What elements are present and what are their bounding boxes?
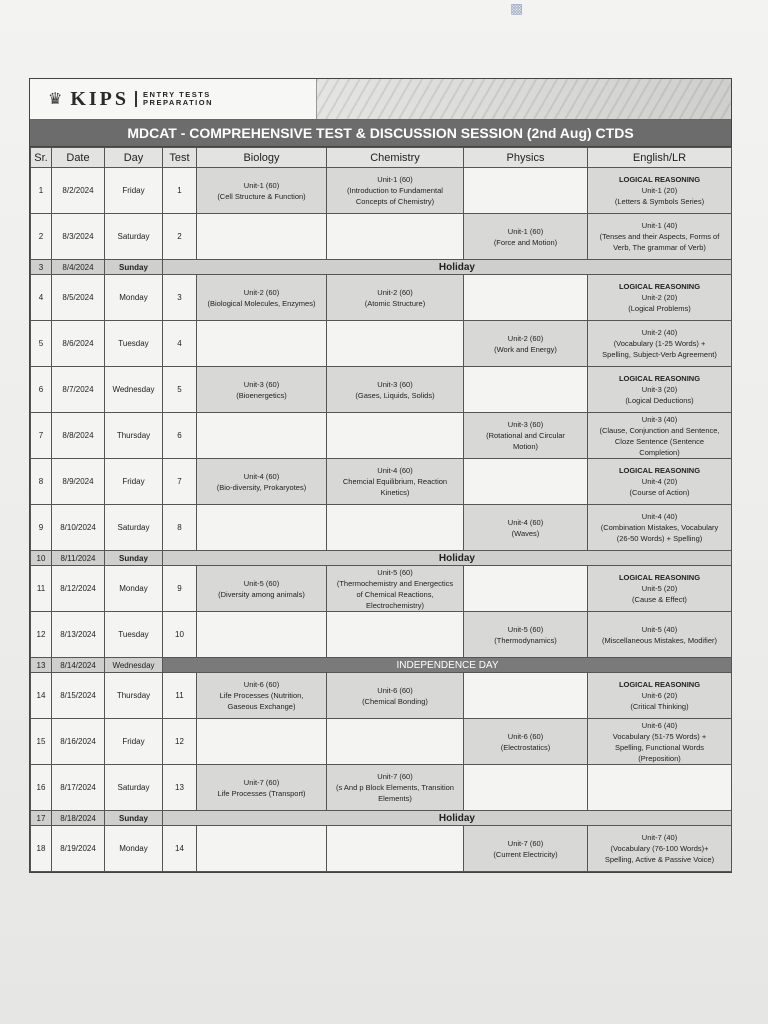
biology-cell — [197, 459, 327, 505]
physics-cell-line: Unit-3 (60) — [507, 420, 544, 429]
biology-cell-line: Unit-4 (60) — [243, 471, 280, 481]
english-lr-cell-line: Cloze Sentence (Sentence — [614, 436, 705, 446]
col-header: Chemistry — [327, 148, 464, 168]
physics-cell — [464, 459, 588, 505]
biology-cell — [197, 612, 327, 658]
sr-cell: 6 — [31, 367, 52, 413]
sr-cell: 1 — [31, 168, 52, 214]
holiday-label: INDEPENDENCE DAY — [163, 658, 732, 673]
day-cell: Friday — [105, 459, 163, 505]
physics-cell-line: (Rotational and Circular — [486, 431, 565, 440]
biology-cell — [197, 719, 327, 765]
physics-cell — [464, 673, 588, 719]
biology-cell-line: (Bioenergetics) — [236, 390, 287, 400]
date-cell: 8/7/2024 — [52, 367, 105, 413]
sr-cell: 5 — [31, 321, 52, 367]
english-lr-cell — [588, 367, 732, 413]
biology-cell-line: Unit-7 (60) — [243, 777, 280, 787]
chemistry-cell — [327, 505, 464, 551]
test-cell: 12 — [163, 719, 197, 765]
english-lr-cell-line: Spelling, Functional Words — [614, 742, 705, 752]
biology-cell-line: Gaseous Exchange) — [227, 702, 296, 711]
biology-cell — [197, 566, 327, 612]
chemistry-cell-line: Unit-4 (60) — [377, 466, 413, 475]
chemistry-cell — [327, 413, 464, 459]
col-header: English/LR — [588, 148, 732, 168]
physics-cell — [464, 168, 588, 214]
holiday-label: Holiday — [163, 811, 732, 826]
table-row — [31, 765, 732, 811]
table-row — [31, 321, 732, 367]
english-lr-cell-line: Unit-5 (20) — [641, 584, 678, 593]
english-lr-cell-line: (26-50 Words) + Spelling) — [616, 534, 703, 543]
english-lr-cell-line: Unit-4 (20) — [641, 477, 678, 486]
biology-cell-line: Unit-2 (60) — [243, 287, 280, 297]
chemistry-cell-line: (s And p Block Elements, Transition — [336, 783, 454, 792]
biology-cell — [197, 275, 327, 321]
english-lr-cell-line: (Preposition) — [638, 753, 681, 763]
chemistry-cell — [327, 566, 464, 612]
holiday-row — [31, 658, 732, 673]
chemistry-cell-line: Elements) — [378, 794, 412, 803]
holiday-label: Holiday — [163, 551, 732, 566]
date-cell: 8/2/2024 — [52, 168, 105, 214]
day-cell: Sunday — [105, 811, 163, 826]
ink-smudge: ▩ — [510, 0, 524, 16]
col-header: Sr. — [31, 148, 52, 168]
english-lr-cell — [588, 719, 732, 765]
physics-cell-line: Motion) — [512, 442, 538, 451]
holiday-row — [31, 260, 732, 275]
biology-cell — [197, 413, 327, 459]
biology-cell-line: Life Processes (Transport) — [217, 788, 306, 798]
english-lr-cell-line: (Critical Thinking) — [630, 702, 689, 711]
date-cell: 8/14/2024 — [52, 658, 105, 673]
test-cell: 6 — [163, 413, 197, 459]
sr-cell: 15 — [31, 719, 52, 765]
english-lr-cell-line: (Course of Action) — [629, 488, 690, 497]
physics-cell-line: Unit-7 (60) — [507, 838, 544, 848]
date-cell: 8/15/2024 — [52, 673, 105, 719]
biology-cell-line: Life Processes (Nutrition, — [219, 691, 304, 700]
chemistry-cell-line: of Chemical Reactions, — [356, 589, 434, 599]
test-cell: 7 — [163, 459, 197, 505]
date-cell: 8/9/2024 — [52, 459, 105, 505]
english-lr-cell — [588, 168, 732, 214]
physics-cell-line: Unit-4 (60) — [507, 517, 544, 527]
chemistry-cell — [327, 321, 464, 367]
date-cell: 8/12/2024 — [52, 566, 105, 612]
chemistry-cell-line: Unit-6 (60) — [377, 685, 413, 695]
english-lr-cell-line: LOGICAL REASONING — [618, 466, 701, 475]
document-header — [30, 79, 731, 120]
physics-cell-line: Unit-5 (60) — [507, 624, 544, 634]
chemistry-cell-line: (Introduction to Fundamental — [347, 186, 443, 195]
english-lr-cell-line: Unit-3 (40) — [641, 414, 678, 424]
schedule-body — [31, 168, 732, 872]
day-cell: Saturday — [105, 765, 163, 811]
day-cell: Monday — [105, 275, 163, 321]
english-lr-cell-line: Unit-7 (40) — [641, 833, 678, 842]
english-lr-cell-line: Unit-2 (20) — [641, 293, 678, 302]
biology-cell — [197, 673, 327, 719]
physics-cell-line: Unit-2 (60) — [507, 333, 544, 343]
chemistry-cell-line: Unit-2 (60) — [377, 287, 413, 297]
holiday-row — [31, 551, 732, 566]
sr-cell: 11 — [31, 566, 52, 612]
chemistry-cell-line: Kinetics) — [380, 488, 410, 497]
day-cell: Monday — [105, 566, 163, 612]
biology-cell — [197, 505, 327, 551]
biology-cell — [197, 367, 327, 413]
crown-icon: ♛ — [48, 91, 63, 108]
physics-cell-line: (Thermodynamics) — [494, 635, 557, 645]
biology-cell — [197, 765, 327, 811]
day-cell: Saturday — [105, 505, 163, 551]
table-row — [31, 826, 732, 872]
day-cell: Wednesday — [105, 658, 163, 673]
physics-cell — [464, 214, 588, 260]
header-decoration — [317, 79, 731, 119]
day-cell: Tuesday — [105, 612, 163, 658]
page-title: MDCAT - COMPREHENSIVE TEST & DISCUSSION SESSION (2nd Aug) CTDS — [30, 120, 731, 147]
date-cell: 8/5/2024 — [52, 275, 105, 321]
english-lr-cell-line: LOGICAL REASONING — [618, 680, 701, 689]
day-cell: Tuesday — [105, 321, 163, 367]
day-cell: Saturday — [105, 214, 163, 260]
sr-cell: 10 — [31, 551, 52, 566]
chemistry-cell-line: Unit-1 (60) — [377, 175, 413, 184]
english-lr-cell-line: Spelling, Active & Passive Voice) — [604, 855, 715, 864]
english-lr-cell-line: Unit-4 (40) — [641, 512, 678, 521]
table-row — [31, 367, 732, 413]
chemistry-cell — [327, 826, 464, 872]
chemistry-cell — [327, 673, 464, 719]
english-lr-cell-line: Unit-6 (40) — [641, 720, 678, 730]
english-lr-cell-line: Vocabulary (51-75 Words) + — [612, 731, 707, 741]
col-header: Physics — [464, 148, 588, 168]
physics-cell-line: (Electrostatics) — [500, 742, 551, 752]
english-lr-cell-line: LOGICAL REASONING — [618, 175, 701, 184]
test-cell: 11 — [163, 673, 197, 719]
date-cell: 8/11/2024 — [52, 551, 105, 566]
english-lr-cell-line: (Vocabulary (1-25 Words) + — [613, 339, 706, 348]
english-lr-cell-line: (Combination Mistakes, Vocabulary — [600, 523, 719, 532]
english-lr-cell-line: LOGICAL REASONING — [618, 282, 701, 291]
chemistry-cell-line: (Gases, Liquids, Solids) — [355, 390, 435, 400]
table-row — [31, 214, 732, 260]
day-cell: Monday — [105, 826, 163, 872]
test-cell: 3 — [163, 275, 197, 321]
date-cell: 8/4/2024 — [52, 260, 105, 275]
day-cell: Friday — [105, 168, 163, 214]
biology-cell — [197, 168, 327, 214]
physics-cell — [464, 826, 588, 872]
col-header: Date — [52, 148, 105, 168]
physics-cell-line: (Waves) — [511, 528, 540, 538]
sr-cell: 9 — [31, 505, 52, 551]
date-cell: 8/17/2024 — [52, 765, 105, 811]
schedule-table — [30, 147, 732, 872]
sr-cell: 17 — [31, 811, 52, 826]
english-lr-cell — [588, 765, 732, 811]
english-lr-cell — [588, 459, 732, 505]
english-lr-cell-line: (Miscellaneous Mistakes, Modifier) — [601, 635, 718, 645]
physics-cell — [464, 367, 588, 413]
english-lr-cell-line: (Cause & Effect) — [632, 595, 687, 604]
date-cell: 8/3/2024 — [52, 214, 105, 260]
biology-cell-line: Unit-5 (60) — [243, 578, 280, 588]
chemistry-cell-line: (Atomic Structure) — [364, 298, 426, 308]
english-lr-cell — [588, 673, 732, 719]
table-row — [31, 413, 732, 459]
chemistry-cell-line: (Chemical Bonding) — [362, 696, 428, 706]
physics-cell — [464, 566, 588, 612]
english-lr-cell — [588, 826, 732, 872]
biology-cell-line: (Cell Structure & Function) — [217, 191, 306, 201]
physics-cell-line: (Current Electricity) — [493, 849, 558, 859]
physics-cell — [464, 719, 588, 765]
english-lr-cell-line: Completion) — [639, 447, 680, 457]
sr-cell: 7 — [31, 413, 52, 459]
english-lr-cell — [588, 321, 732, 367]
biology-cell — [197, 214, 327, 260]
day-cell: Friday — [105, 719, 163, 765]
table-row — [31, 612, 732, 658]
biology-cell-line: (Biological Molecules, Enzymes) — [207, 298, 316, 308]
biology-cell-line: Unit-6 (60) — [243, 680, 280, 689]
table-row — [31, 673, 732, 719]
sr-cell: 14 — [31, 673, 52, 719]
table-row — [31, 505, 732, 551]
chemistry-cell — [327, 367, 464, 413]
test-cell: 8 — [163, 505, 197, 551]
date-cell: 8/8/2024 — [52, 413, 105, 459]
english-lr-cell-line: Spelling, Subject-Verb Agreement) — [602, 350, 717, 359]
biology-cell — [197, 321, 327, 367]
test-cell: 14 — [163, 826, 197, 872]
english-lr-cell-line: (Clause, Conjunction and Sentence, — [599, 425, 720, 435]
sr-cell: 2 — [31, 214, 52, 260]
chemistry-cell-line: Unit-3 (60) — [377, 379, 413, 389]
english-lr-cell — [588, 275, 732, 321]
test-cell: 9 — [163, 566, 197, 612]
physics-cell — [464, 321, 588, 367]
physics-cell-line: (Work and Energy) — [494, 344, 557, 354]
table-row — [31, 459, 732, 505]
physics-cell-line: Unit-1 (60) — [507, 226, 544, 236]
chemistry-cell-line: Chemcial Equilibrium, Reaction — [342, 477, 448, 486]
chemistry-cell-line: (Thermochemistry and Energectics — [336, 578, 454, 588]
english-lr-cell-line: (Letters & Symbols Series) — [614, 197, 705, 206]
table-row — [31, 168, 732, 214]
day-cell: Sunday — [105, 260, 163, 275]
chemistry-cell — [327, 275, 464, 321]
brand-sub-line1: ENTRY TESTS — [143, 90, 211, 99]
sr-cell: 13 — [31, 658, 52, 673]
chemistry-cell — [327, 214, 464, 260]
sr-cell: 8 — [31, 459, 52, 505]
physics-cell — [464, 275, 588, 321]
test-cell: 5 — [163, 367, 197, 413]
chemistry-cell — [327, 168, 464, 214]
chemistry-cell-line: Concepts of Chemistry) — [355, 197, 435, 206]
english-lr-cell-line: LOGICAL REASONING — [618, 374, 701, 383]
sr-cell: 16 — [31, 765, 52, 811]
physics-cell — [464, 765, 588, 811]
col-header: Day — [105, 148, 163, 168]
physics-cell — [464, 413, 588, 459]
test-cell: 10 — [163, 612, 197, 658]
sr-cell: 4 — [31, 275, 52, 321]
date-cell: 8/13/2024 — [52, 612, 105, 658]
english-lr-cell-line: LOGICAL REASONING — [618, 573, 701, 582]
english-lr-cell — [588, 566, 732, 612]
col-header: Biology — [197, 148, 327, 168]
sr-cell: 12 — [31, 612, 52, 658]
english-lr-cell — [588, 612, 732, 658]
english-lr-cell-line: (Logical Problems) — [628, 304, 691, 313]
chemistry-cell-line: Unit-5 (60) — [377, 567, 413, 577]
english-lr-cell-line: Unit-3 (20) — [641, 385, 678, 394]
brand-sub-line2: PREPARATION — [143, 98, 214, 107]
physics-cell-line: (Force and Motion) — [493, 237, 558, 247]
schedule-document — [29, 78, 732, 873]
holiday-row — [31, 811, 732, 826]
table-row — [31, 719, 732, 765]
english-lr-cell-line: Verb, The grammar of Verb) — [613, 243, 706, 252]
test-cell: 13 — [163, 765, 197, 811]
english-lr-cell — [588, 413, 732, 459]
kips-logo — [30, 79, 317, 119]
date-cell: 8/16/2024 — [52, 719, 105, 765]
chemistry-cell — [327, 459, 464, 505]
english-lr-cell — [588, 505, 732, 551]
english-lr-cell — [588, 214, 732, 260]
holiday-label: Holiday — [163, 260, 732, 275]
english-lr-cell-line: Unit-1 (40) — [641, 221, 678, 230]
english-lr-cell-line: (Logical Deductions) — [625, 396, 694, 405]
day-cell: Wednesday — [105, 367, 163, 413]
day-cell: Thursday — [105, 673, 163, 719]
english-lr-cell-line: Unit-6 (20) — [641, 691, 678, 700]
physics-cell — [464, 612, 588, 658]
english-lr-cell-line: (Tenses and their Aspects, Forms of — [599, 232, 720, 241]
date-cell: 8/19/2024 — [52, 826, 105, 872]
english-lr-cell-line: (Vocabulary (76-100 Words)+ — [610, 844, 709, 853]
table-row — [31, 275, 732, 321]
chemistry-cell — [327, 612, 464, 658]
day-cell: Sunday — [105, 551, 163, 566]
day-cell: Thursday — [105, 413, 163, 459]
test-cell: 4 — [163, 321, 197, 367]
english-lr-cell-line: Unit-5 (40) — [641, 624, 678, 634]
col-header: Test — [163, 148, 197, 168]
date-cell: 8/18/2024 — [52, 811, 105, 826]
biology-cell-line: (Bio-diversity, Prokaryotes) — [216, 482, 307, 492]
chemistry-cell — [327, 765, 464, 811]
sr-cell: 18 — [31, 826, 52, 872]
biology-cell-line: Unit-1 (60) — [243, 180, 280, 190]
brand-name: KIPS — [70, 87, 130, 110]
brand-subtitle — [135, 91, 213, 107]
english-lr-cell-line: Unit-1 (20) — [641, 186, 678, 195]
table-header-row — [31, 148, 732, 168]
table-row — [31, 566, 732, 612]
chemistry-cell-line: Unit-7 (60) — [377, 772, 413, 781]
english-lr-cell-line: Unit-2 (40) — [641, 328, 678, 337]
biology-cell-line: Unit-3 (60) — [243, 379, 280, 389]
test-cell: 1 — [163, 168, 197, 214]
date-cell: 8/10/2024 — [52, 505, 105, 551]
date-cell: 8/6/2024 — [52, 321, 105, 367]
sr-cell: 3 — [31, 260, 52, 275]
test-cell: 2 — [163, 214, 197, 260]
chemistry-cell — [327, 719, 464, 765]
physics-cell — [464, 505, 588, 551]
biology-cell-line: (Diversity among animals) — [218, 589, 305, 599]
biology-cell — [197, 826, 327, 872]
chemistry-cell-line: Electrochemistry) — [366, 600, 424, 610]
physics-cell-line: Unit-6 (60) — [507, 731, 544, 741]
